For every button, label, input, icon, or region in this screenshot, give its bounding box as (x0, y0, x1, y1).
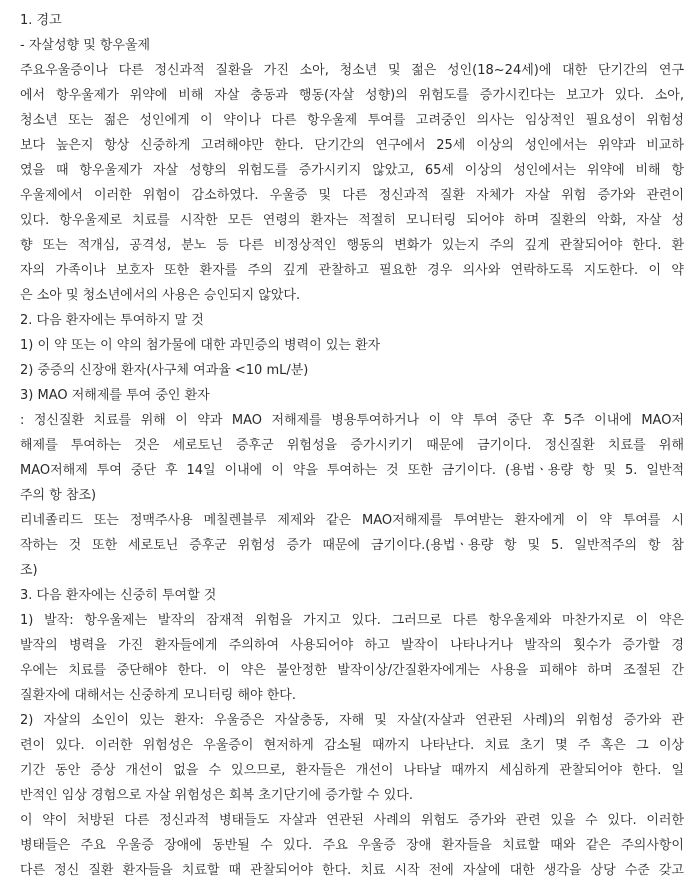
document-line: 련이 있다. 이러한 위험성은 우울증이 현저하게 감소될 때까지 나타난다. 치료 초기 몇 주 혹은 그 이상 (20, 738, 684, 753)
document-line: 청소년 또는 젊은 성인에게 이 약이나 다른 항우울제 투여를 고려중인 의사는 임상적인 필요성이 위험성 (20, 113, 684, 128)
document-line: 작하는 것 또한 세로토닌 증후군 위험성 증가 때문에 금기이다.(용법ㆍ용량 항 및 5. 일반적주의 항 참 (20, 538, 684, 553)
document-line: 1) 발작: 항우울제는 발작의 잠재적 위험을 가지고 있다. 그러므로 다른 항우울제와 마찬가지로 이 약은 (20, 613, 684, 628)
document-line: - 자살성향 및 항우울제 (20, 38, 151, 53)
document-line: 은 소아 및 청소년에서의 사용은 승인되지 않았다. (20, 288, 301, 303)
document-line: 에서 항우울제가 위약에 비해 자살 충동과 행동(자살 성향)의 위험도를 증가시킨다는 보고가 있다. 소아, (20, 88, 684, 103)
document-line: 다른 정신 질환 환자들을 치료할 때 관찰되어야 한다. 치료 시작 전에 자살에 대한 생각을 상당 수준 갖고 (20, 863, 684, 878)
document-line: 2) 자살의 소인이 있는 환자: 우울증은 자살충동, 자해 및 자살(자살과 연관된 사례)의 위험성 증가와 관 (20, 713, 684, 728)
document-line: 우울제에서 이러한 위험이 감소하였다. 우울증 및 다른 정신과적 질환 자체가 자살 위험 증가와 관련이 (20, 188, 684, 203)
document-line: 우에는 치료를 중단해야 한다. 이 약은 불안정한 발작이상/간질환자에게는 사용을 피해야 하며 조절된 간 (20, 663, 684, 678)
document-line: 병태들은 주요 우울증 장애에 동반될 수 있다. 주요 우울증 장애 환자들을 치료할 때와 같은 주의사항이 (20, 838, 684, 853)
document-line: 주요우울증이나 다른 정신과적 질환을 가진 소아, 청소년 및 젊은 성인(18~24세)에 대한 단기간의 연구 (20, 63, 684, 78)
document-line: 있다. 항우울제로 치료를 시작한 모든 연령의 환자는 적절히 모니터링 되어야 하며 질환의 악화, 자살 성 (20, 213, 684, 228)
document-line: 발작의 병력을 가진 환자들에게 주의하여 사용되어야 하고 발작이 나타나거나 발작의 횟수가 증가할 경 (20, 638, 684, 653)
document-line: 해제를 투여하는 것은 세로토닌 증후군 위험성을 증가시키기 때문에 금기이다. 정신질환 치료를 위해 (20, 438, 684, 453)
document-line: 반적인 임상 경험으로 자살 위험성은 회복 초기단기에 증가할 수 있다. (20, 788, 413, 803)
document-line: 질환자에 대해서는 신중하게 모니터링 해야 한다. (20, 688, 296, 703)
document-line: 3) MAO 저해제를 투여 중인 환자 (20, 388, 210, 403)
document-line: 주의 항 참조) (20, 488, 97, 503)
document-line: MAO저해제 투여 중단 후 14일 이내에 이 약을 투여하는 것 또한 금기이다. (용법ㆍ용량 항 및 5. 일반적 (20, 463, 684, 478)
document-line: : 정신질환 치료를 위해 이 약과 MAO 저해제를 병용투여하거나 이 약 투여 중단 후 5주 이내에 MAO저 (20, 413, 684, 428)
document-line: 조) (20, 563, 38, 578)
document-line: 향 또는 적개심, 공격성, 분노 등 다른 비정상적인 행동의 변화가 있는지 주의 깊게 관찰되어야 한다. 환 (20, 238, 684, 253)
document-line: 이 약이 처방된 다른 정신과적 병태들도 자살과 연관된 사례의 위험도 증가와 관련 있을 수 있다. 이러한 (20, 813, 684, 828)
document-line: 1. 경고 (20, 13, 62, 28)
document-line: 기간 동안 증상 개선이 없을 수 있으므로, 환자들은 개선이 나타날 때까지 세심하게 관찰되어야 한다. 일 (20, 763, 684, 778)
document-line: 2) 중증의 신장애 환자(사구체 여과율 <10 mL/분) (20, 363, 309, 378)
document-line: 보다 높은지 항상 신중하게 고려해야만 한다. 단기간의 연구에서 25세 이상의 성인에서는 위약과 비교하 (20, 138, 684, 153)
document-body (20, 8, 684, 883)
document-line: 였을 때 항우울제가 자살 성향의 위험도를 증가시키지 않았고, 65세 이상의 성인에서는 위약에 비해 항 (20, 163, 684, 178)
document-line: 1) 이 약 또는 이 약의 첨가물에 대한 과민증의 병력이 있는 환자 (20, 338, 381, 353)
document-line: 2. 다음 환자에는 투여하지 말 것 (20, 313, 204, 328)
document-line: 자의 가족이나 보호자 또한 환자를 주의 깊게 관찰하고 필요한 경우 의사와 연락하도록 지도한다. 이 약 (20, 263, 684, 278)
document-line: 3. 다음 환자에는 신중히 투여할 것 (20, 588, 217, 603)
document-line: 리네졸리드 또는 정맥주사용 메칠렌블루 제제와 같은 MAO저해제를 투여받는 환자에게 이 약 투여를 시 (20, 513, 684, 528)
